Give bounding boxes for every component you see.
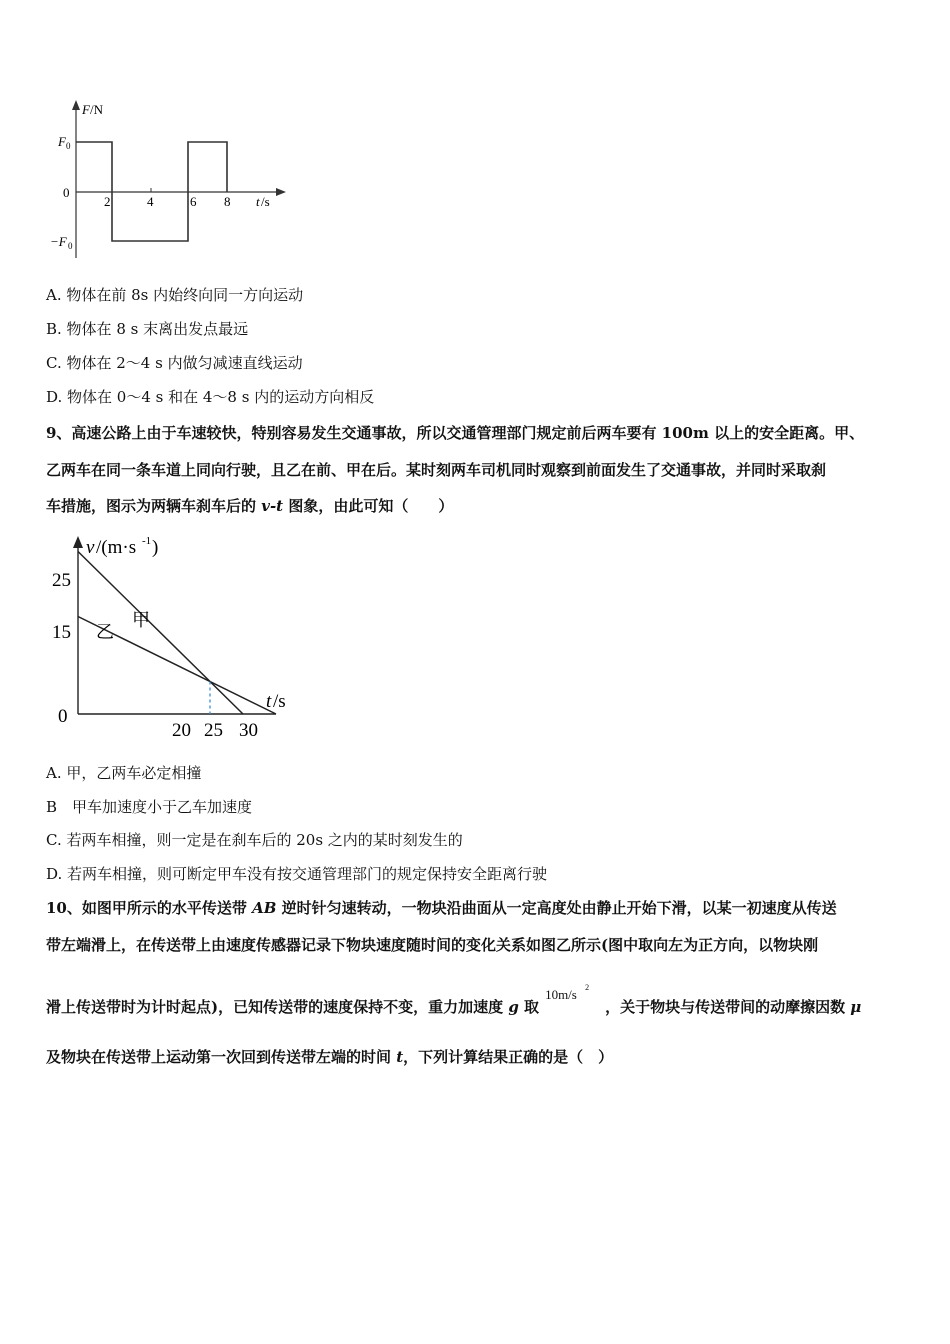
- q10-g: g: [508, 998, 519, 1016]
- q10-stem-line2: 带左端滑上，在传送带上由速度传感器记录下物块速度随时间的变化关系如图乙所示(图中取向左为正方向，以物块刚: [46, 936, 819, 954]
- q9-vt: v-t: [261, 497, 284, 515]
- q9-stem-line2: 乙两车在同一条车道上同向行驶，且乙在前、甲在后。某时刻两车司机同时观察到前面发生了交通事故，并同时采取刹: [46, 461, 827, 479]
- xtick-6: 6: [190, 194, 197, 209]
- q10-line4-b: ，下列计算结果正确的是（ ）: [403, 1048, 614, 1066]
- q8-option-b: B. 物体在 8 s 末离出发点最远: [46, 320, 249, 338]
- xlabel-unit: /s: [273, 691, 286, 712]
- q10-mu: μ: [850, 998, 862, 1016]
- ylabel-close: ): [152, 537, 159, 558]
- q10-g-exponent: 2: [585, 983, 590, 992]
- q9-stem-line1: 9、高速公路上由于车速较快，特别容易发生交通事故，所以交通管理部门规定前后两车要有 100m 以上的安全距离。甲、: [46, 424, 865, 442]
- xtick-30: 30: [239, 720, 258, 741]
- xtick-20: 20: [172, 720, 191, 741]
- ytick-negf0: −F: [50, 234, 67, 249]
- xtick-8: 8: [224, 194, 231, 209]
- q10-line4-a: 及物块在传送带上运动第一次回到传送带左端的时间: [46, 1048, 397, 1066]
- xlabel-t: t: [256, 194, 260, 209]
- ylabel-f: F: [82, 102, 90, 117]
- xtick-4: 4: [147, 194, 154, 209]
- xlabel-unit: /s: [261, 194, 270, 209]
- xtick-2: 2: [104, 194, 111, 209]
- ytick-15: 15: [52, 622, 71, 643]
- series-yi-label: 乙: [96, 622, 114, 642]
- q8-option-c: C. 物体在 2～4 s 内做匀减速直线运动: [46, 354, 303, 372]
- xtick-25: 25: [204, 720, 223, 741]
- q10-line3-b: 取: [518, 998, 540, 1016]
- q10-ab: AB: [252, 899, 277, 917]
- force-time-chart: [46, 98, 296, 263]
- q8-option-d: D. 物体在 0～4 s 和在 4～8 s 内的运动方向相反: [46, 388, 375, 406]
- x-axis-arrow: [276, 188, 286, 196]
- q10-g-value: 10m/s: [545, 987, 577, 1002]
- q10-stem-line4: [46, 1046, 613, 1067]
- ytick-negf0-sub: 0: [68, 241, 73, 251]
- v-axis-arrow: [73, 536, 83, 548]
- ylabel-unit: /(m·s: [96, 537, 137, 558]
- q10-line3-a: 滑上传送带时为计时起点)，已知传送带的速度保持不变，重力加速度: [46, 998, 509, 1016]
- ytick-25: 25: [52, 570, 71, 591]
- q10-line1-a: 10、如图甲所示的水平传送带: [46, 899, 253, 917]
- q9-option-c: C. 若两车相撞，则一定是在刹车后的 20s 之内的某时刻发生的: [46, 831, 463, 849]
- ylabel-v: v: [86, 537, 95, 558]
- ytick-zero: 0: [63, 185, 70, 200]
- ylabel-exp: -1: [142, 535, 152, 547]
- q9-stem-line3: [46, 495, 453, 516]
- ytick-f0-sub: 0: [66, 141, 71, 151]
- xlabel-t: t: [266, 691, 272, 712]
- ytick-0: 0: [58, 706, 68, 727]
- q9-option-d: D. 若两车相撞，则可断定甲车没有按交通管理部门的规定保持安全距离行驶: [46, 865, 548, 883]
- q10-stem-line3: [46, 983, 862, 1017]
- q10-stem-line1: [46, 897, 837, 918]
- q8-option-a: A. 物体在前 8s 内始终向同一方向运动: [46, 286, 304, 304]
- series-jia-label: 甲: [132, 610, 150, 630]
- q9-option-b: B 甲车加速度小于乙车加速度: [46, 798, 253, 816]
- velocity-time-chart: [46, 532, 306, 747]
- q9-stem-line3-b: 图象，由此可知（ ）: [283, 497, 454, 515]
- q10-t: t: [396, 1048, 404, 1066]
- q9-stem-line3-a: 车措施，图示为两辆车刹车后的: [46, 497, 262, 515]
- y-axis-arrow: [72, 100, 80, 110]
- ylabel-unit: /N: [90, 102, 103, 117]
- q10-line3-c: ，关于物块与传送带间的动摩擦因数: [605, 998, 851, 1016]
- q9-option-a: A. 甲，乙两车必定相撞: [46, 764, 202, 782]
- ytick-f0: F: [58, 134, 66, 149]
- q10-line1-b: 逆时针匀速转动，一物块沿曲面从一定高度处由静止开始下滑，以某一初速度从传送: [276, 899, 837, 917]
